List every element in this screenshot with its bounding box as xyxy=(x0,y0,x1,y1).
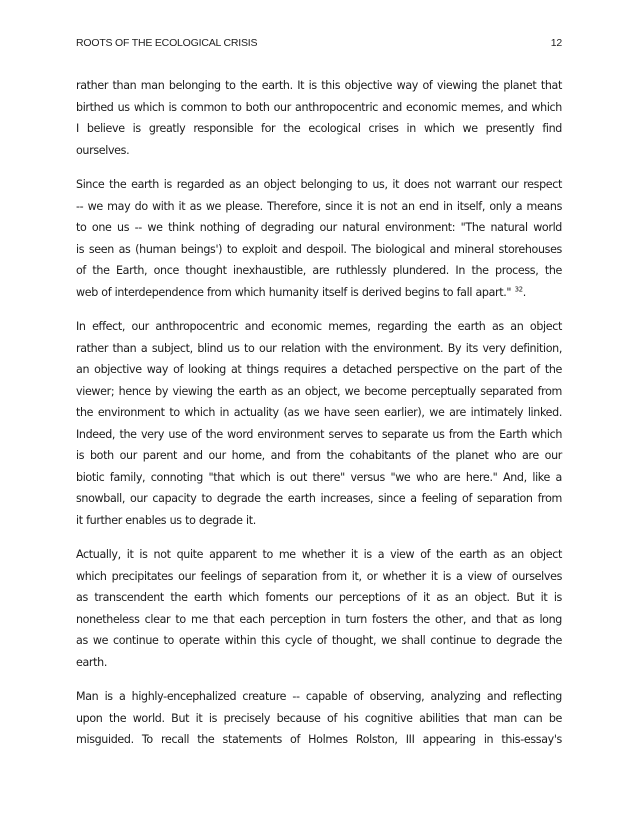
text-line: earth. xyxy=(76,655,107,669)
text-line: which precipitates our feelings of separation from it, or whether it is a view of ourselves xyxy=(76,569,562,583)
text-line: as transcendent the earth which foments our perceptions of it as an object. But it is xyxy=(76,591,562,604)
running-head: ROOTS OF THE ECOLOGICAL CRISIS xyxy=(76,37,258,49)
text-line: is both our parent and our home, and from the cohabitants of the planet who are our xyxy=(76,449,562,462)
page-number: 12 xyxy=(550,37,562,49)
text-line: of the Earth, once thought inexhaustible, are ruthlessly plundered. In the process, the xyxy=(76,264,562,277)
text-line: Man is a highly-encephalized creature -- capable of observing, analyzing and reflecting xyxy=(76,690,562,703)
text-line: as we continue to operate within this cycle of thought, we shall continue to degrade the xyxy=(76,634,562,647)
text-line: is seen as (human beings') to exploit and despoil. The biological and mineral storehouses xyxy=(76,242,562,256)
text-line: to one us -- we think nothing of degrading our natural environment: "The natural world xyxy=(76,221,562,234)
text-line: ourselves. xyxy=(76,143,130,157)
text-line: Since the earth is regarded as an object belonging to us, it does not warrant our respect xyxy=(76,178,562,191)
paragraph xyxy=(76,316,562,531)
text-line: Actually, it is not quite apparent to me whether it is a view of the earth as an object xyxy=(76,548,562,561)
text-line: I believe is greatly responsible for the ecological crises in which we presently find xyxy=(76,122,562,135)
trailing-punctuation: . xyxy=(522,285,526,299)
text-line: the environment to which in actuality (as we have seen earlier), we are intimately linked. xyxy=(76,406,562,419)
text-line: misguided. To recall the statements of Holmes Rolston, III appearing in this-essay's xyxy=(76,733,562,746)
paragraph xyxy=(76,174,562,303)
text-line: web of interdependence from which humanity itself is derived begins to fall apart." xyxy=(76,285,515,299)
body-text xyxy=(76,75,562,764)
text-line: rather than man belonging to the earth. It is this objective way of viewing the planet that xyxy=(76,79,562,92)
text-line-with-footnote xyxy=(76,282,562,304)
paragraph xyxy=(76,75,562,161)
text-line: Indeed, the very use of the word environment serves to separate us from the Earth which xyxy=(76,427,562,441)
text-line: biotic family, connoting "that which is out there" versus "we who are here." And, like a xyxy=(76,470,562,484)
text-line: -- we may do with it as we please. Therefore, since it is not an end in itself, only a means xyxy=(76,199,562,213)
paragraph xyxy=(76,544,562,673)
text-line: an objective way of looking at things requires a detached perspective on the part of the xyxy=(76,363,562,376)
text-line: upon the world. But it is precisely because of his cognitive abilities that man can be xyxy=(76,711,562,725)
text-line: nonetheless clear to me that each perception in turn fosters the other, and that as long xyxy=(76,612,562,626)
paragraph xyxy=(76,686,562,751)
text-line: In effect, our anthropocentric and economic memes, regarding the earth as an object xyxy=(76,320,562,333)
text-line: viewer; hence by viewing the earth as an object, we become perceptually separated from xyxy=(76,384,562,398)
text-line: snowball, our capacity to degrade the earth increases, since a feeling of separation from xyxy=(76,492,562,505)
text-line: it further enables us to degrade it. xyxy=(76,513,256,527)
text-line: rather than a subject, blind us to our relation with the environment. By its very definition, xyxy=(76,341,562,355)
page-header xyxy=(76,37,562,53)
text-line: birthed us which is common to both our anthropocentric and economic memes, and which xyxy=(76,100,562,114)
footnote-reference[interactable]: 32 xyxy=(514,284,523,293)
